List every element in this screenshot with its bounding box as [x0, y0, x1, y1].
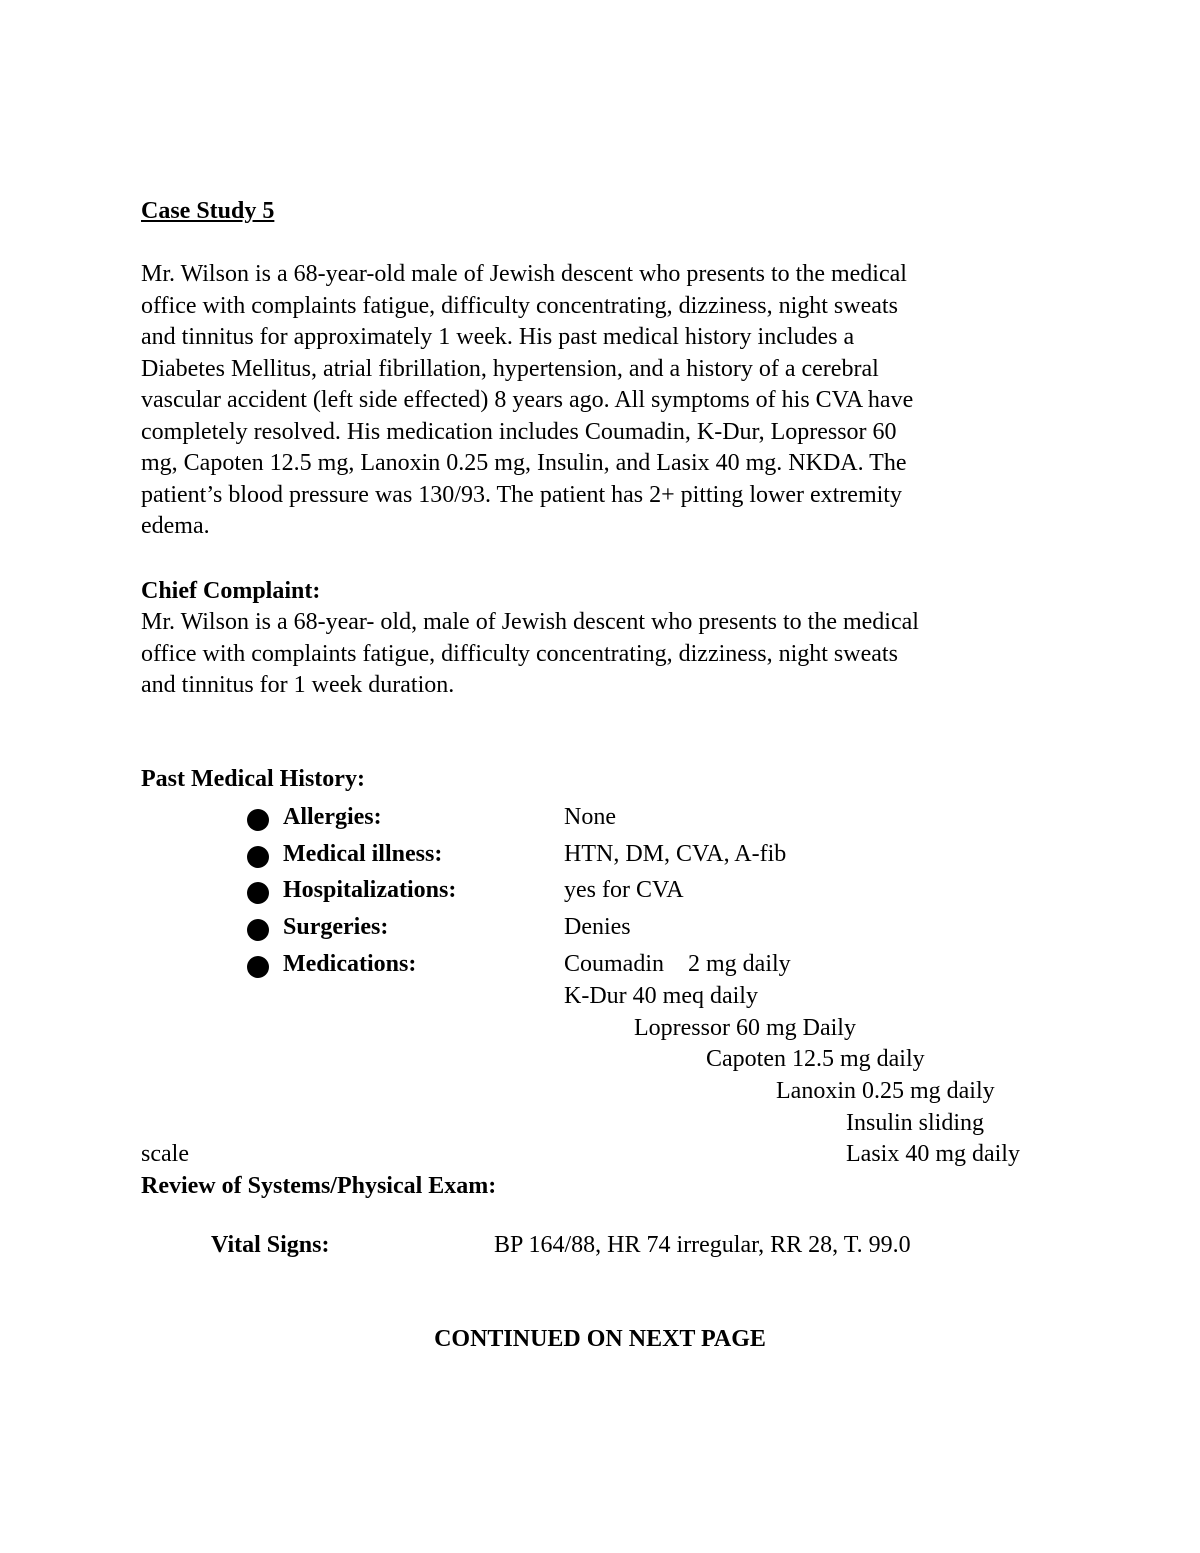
- past-medical-history-heading: Past Medical History:: [141, 766, 365, 792]
- history-label: Hospitalizations:: [283, 877, 457, 903]
- history-value: None: [564, 804, 616, 830]
- wrapped-word: scale: [141, 1141, 189, 1167]
- intro-line: edema.: [141, 513, 210, 539]
- intro-line: completely resolved. His medication includes Coumadin, K-Dur, Lopressor 60: [141, 418, 897, 445]
- bullet-icon: [247, 882, 269, 904]
- bullet-icon: [247, 846, 269, 868]
- chief-complaint-line: office with complaints fatigue, difficulty concentrating, dizziness, night sweats: [141, 640, 898, 667]
- intro-line: vascular accident (left side effected) 8 years ago. All symptoms of his CVA have: [141, 387, 914, 413]
- history-label: Surgeries:: [283, 914, 389, 940]
- vital-signs-label: Vital Signs:: [211, 1232, 330, 1258]
- review-of-systems-heading: Review of Systems/Physical Exam:: [141, 1173, 497, 1199]
- continued-footer: CONTINUED ON NEXT PAGE: [434, 1326, 766, 1352]
- bullet-icon: [247, 809, 269, 831]
- chief-complaint-heading: Chief Complaint:: [141, 578, 321, 604]
- intro-line: and tinnitus for approximately 1 week. His past medical history includes a: [141, 324, 855, 350]
- medication-line: Lanoxin 0.25 mg daily: [776, 1078, 995, 1104]
- history-value: HTN, DM, CVA, A-fib: [564, 841, 787, 867]
- case-study-title: Case Study 5: [141, 198, 275, 224]
- intro-paragraph: [141, 259, 1041, 543]
- medication-line: Insulin sliding: [846, 1110, 985, 1136]
- vital-signs-value: BP 164/88, HR 74 irregular, RR 28, T. 99.0: [494, 1232, 911, 1258]
- intro-line: patient’s blood pressure was 130/93. The patient has 2+ pitting lower extremity: [141, 481, 902, 508]
- chief-complaint-line: Mr. Wilson is a 68-year- old, male of Jewish descent who presents to the medical: [141, 609, 919, 635]
- medication-line: Lasix 40 mg daily: [846, 1141, 1020, 1167]
- history-value: yes for CVA: [564, 877, 684, 903]
- intro-line: Diabetes Mellitus, atrial fibrillation, hypertension, and a history of a cerebral: [141, 355, 879, 382]
- chief-complaint-line: and tinnitus for 1 week duration.: [141, 672, 455, 698]
- history-value: Denies: [564, 914, 631, 940]
- medication-line: K-Dur 40 meq daily: [564, 983, 758, 1009]
- intro-line: mg, Capoten 12.5 mg, Lanoxin 0.25 mg, Insulin, and Lasix 40 mg. NKDA. The: [141, 450, 907, 476]
- intro-line: office with complaints fatigue, difficulty concentrating, dizziness, night sweats: [141, 292, 898, 319]
- bullet-icon: [247, 956, 269, 978]
- history-label: Medical illness:: [283, 841, 443, 867]
- history-value: Coumadin 2 mg daily: [564, 951, 791, 977]
- medication-line: Lopressor 60 mg Daily: [634, 1015, 856, 1041]
- bullet-icon: [247, 919, 269, 941]
- chief-complaint-paragraph: [141, 607, 1041, 702]
- medication-line: Capoten 12.5 mg daily: [706, 1046, 925, 1072]
- history-label: Allergies:: [283, 804, 382, 830]
- intro-line: Mr. Wilson is a 68-year-old male of Jewish descent who presents to the medical: [141, 261, 907, 287]
- history-label: Medications:: [283, 951, 417, 977]
